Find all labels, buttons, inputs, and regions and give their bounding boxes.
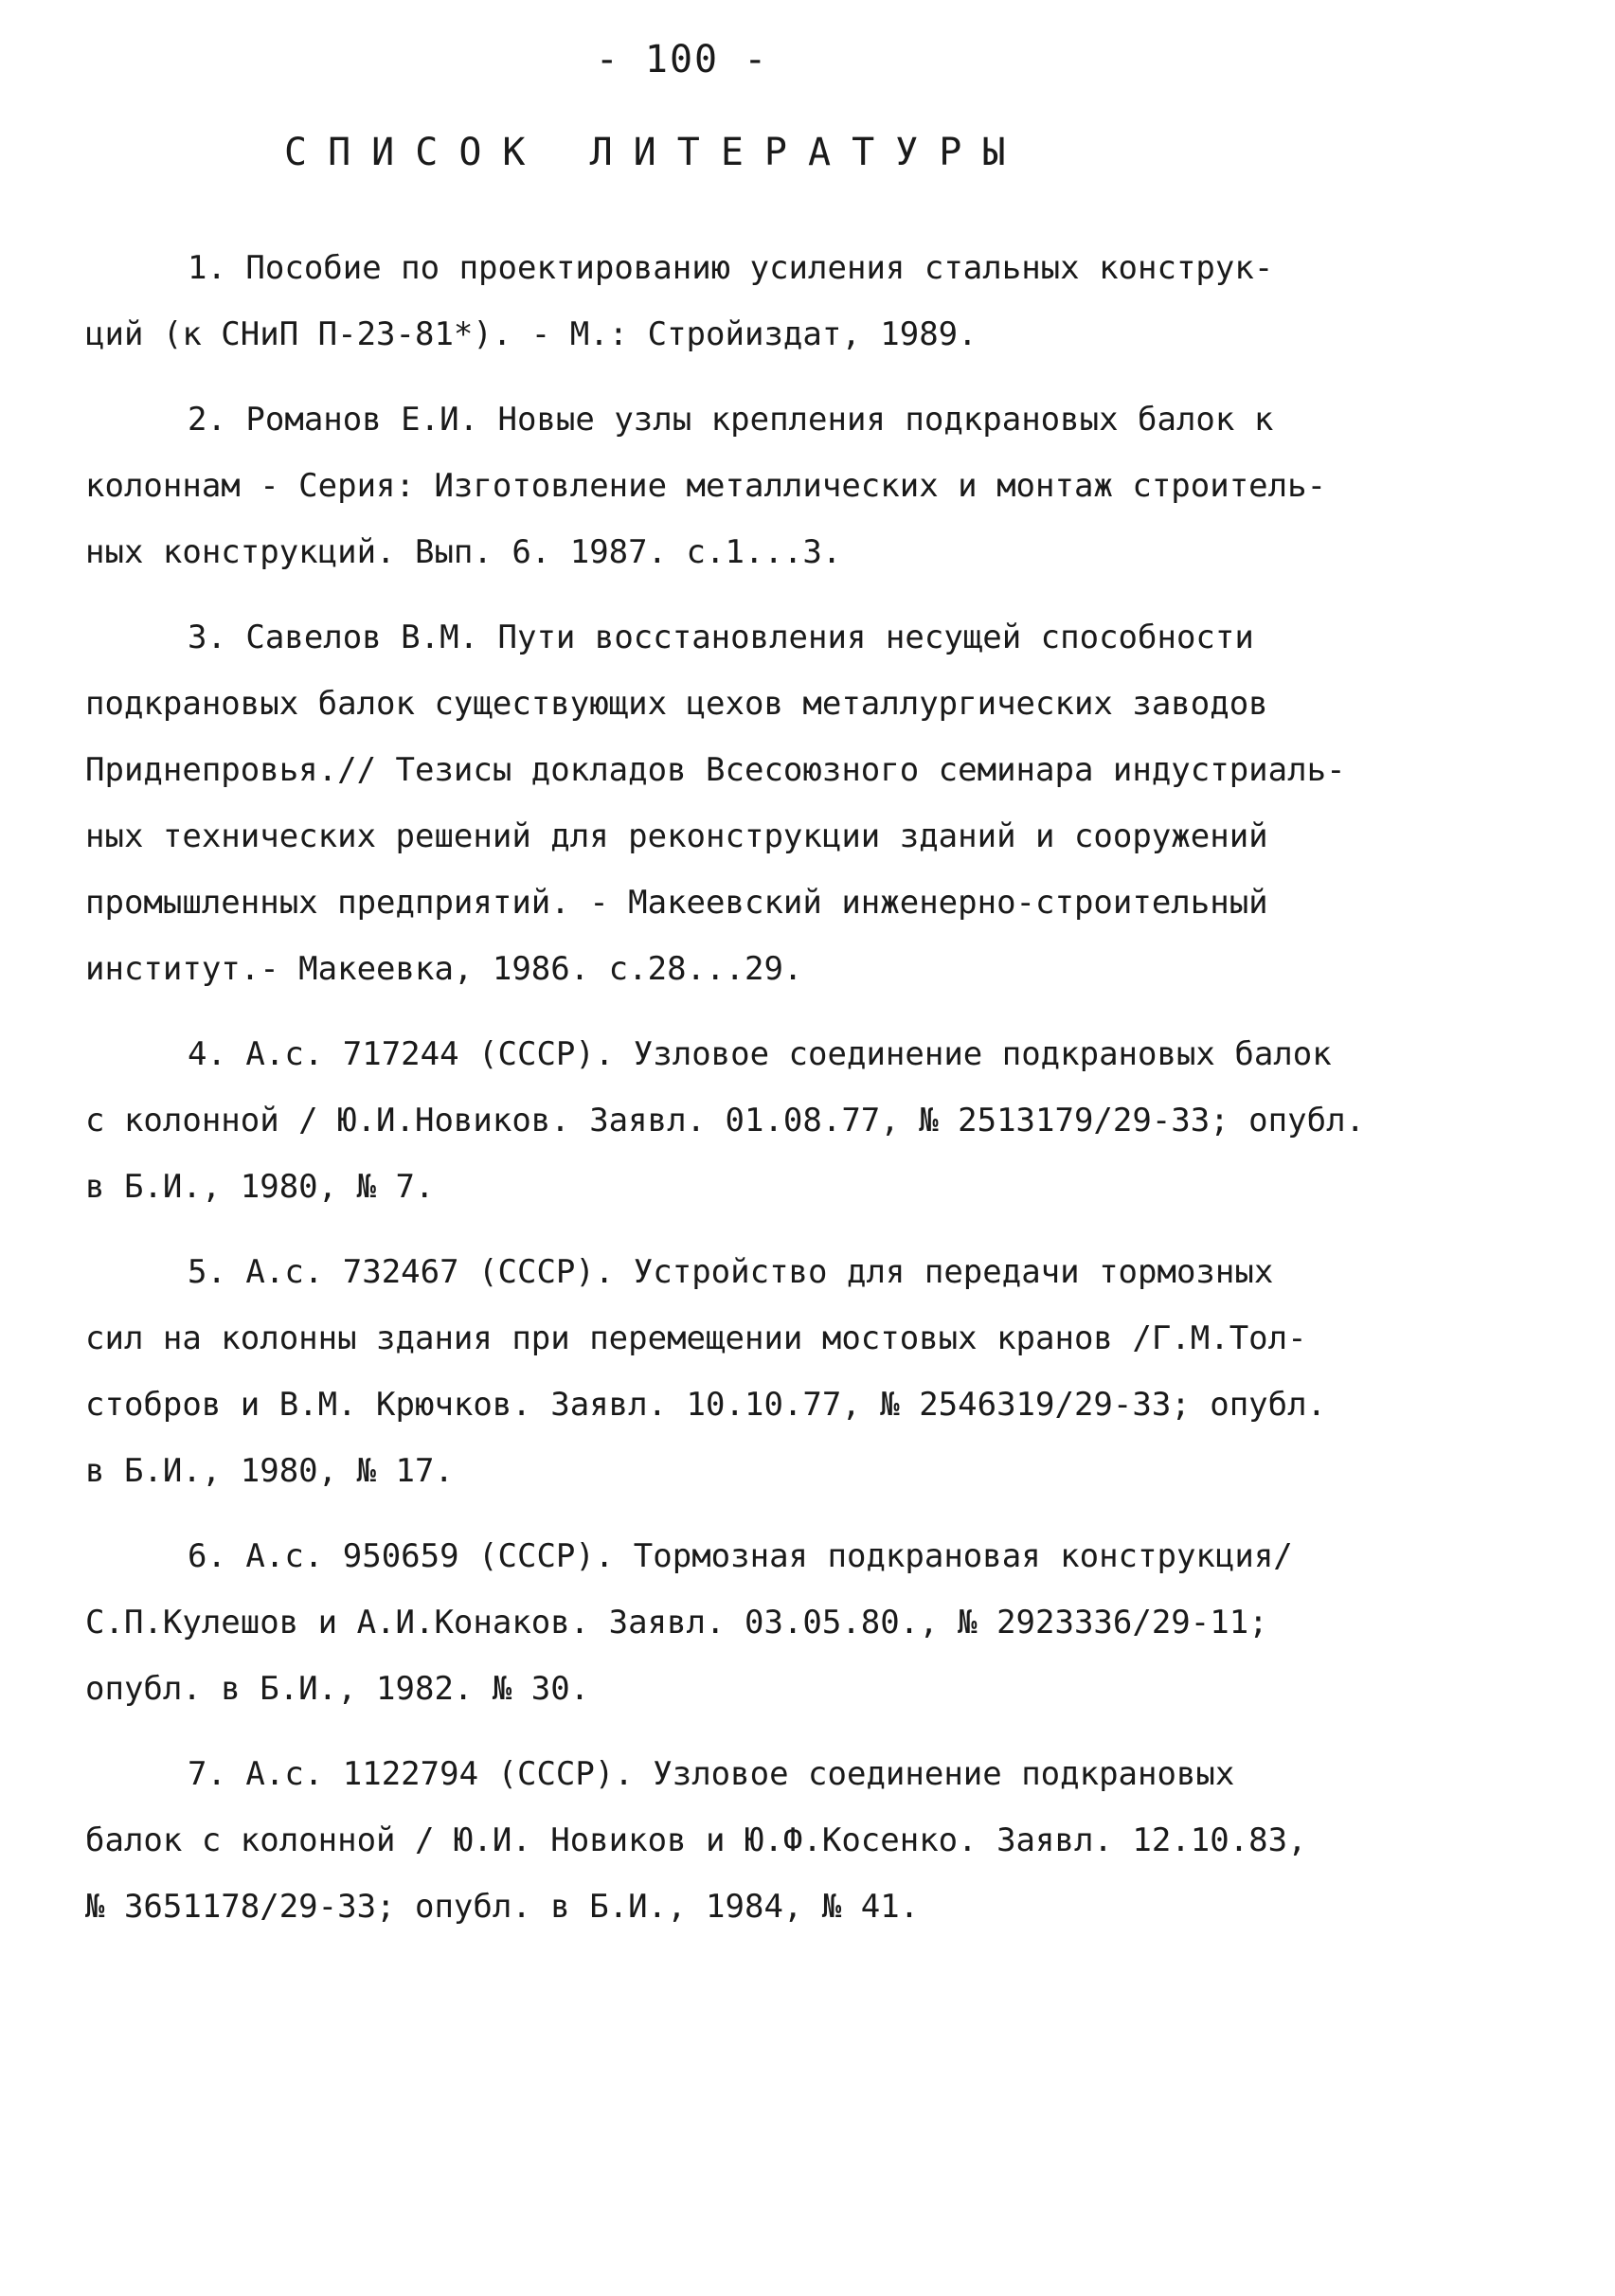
reference-line: ных технических решений для реконструкции зданий и сооружений: [85, 817, 1268, 855]
reference-item-5: [85, 1239, 1478, 1504]
reference-line: колоннам - Серия: Изготовление металлических и монтаж строитель-: [85, 467, 1327, 505]
reference-line: 3. Савелов В.М. Пути восстановления несущей способности: [188, 619, 1254, 656]
reference-line: 7. А.с. 1122794 (СССР). Узловое соединение подкрановых: [188, 1755, 1235, 1793]
reference-line: ных конструкций. Вып. 6. 1987. с.1...3.: [85, 533, 842, 571]
reference-line: балок с колонной / Ю.И. Новиков и Ю.Ф.Косенко. Заявл. 12.10.83,: [85, 1821, 1307, 1859]
reference-item-4: [85, 1021, 1478, 1220]
reference-line: сил на колонны здания при перемещении мостовых кранов /Г.М.Тол-: [85, 1319, 1307, 1357]
bibliography-title: СПИСОК ЛИТЕРАТУРЫ: [284, 131, 1027, 174]
reference-item-1: [85, 235, 1478, 368]
reference-line: в Б.И., 1980, № 17.: [85, 1452, 454, 1490]
reference-line: № 3651178/29-33; опубл. в Б.И., 1984, № 41.: [85, 1888, 920, 1926]
reference-line: в Б.И., 1980, № 7.: [85, 1168, 435, 1206]
reference-line: 6. А.с. 950659 (СССР). Тормозная подкрановая конструкция/: [188, 1537, 1293, 1575]
reference-line: 1. Пособие по проектированию усиления стальных конструк-: [188, 249, 1274, 287]
reference-line: институт.- Макеевка, 1986. с.28...29.: [85, 950, 803, 988]
reference-line: С.П.Кулешов и А.И.Конаков. Заявл. 03.05.80., № 2923336/29-11;: [85, 1604, 1268, 1641]
reference-line: 4. А.с. 717244 (СССР). Узловое соединение подкрановых балок: [188, 1035, 1332, 1073]
reference-line: 5. А.с. 732467 (СССР). Устройство для передачи тормозных: [188, 1253, 1274, 1291]
reference-line: стобров и В.М. Крючков. Заявл. 10.10.77, № 2546319/29-33; опубл.: [85, 1386, 1327, 1424]
reference-line: опубл. в Б.И., 1982. № 30.: [85, 1670, 590, 1708]
reference-list: [85, 235, 1478, 1959]
reference-item-3: [85, 604, 1478, 1002]
reference-line: 2. Романов Е.И. Новые узлы крепления подкрановых балок к: [188, 401, 1274, 439]
reference-line: Приднепровья.// Тезисы докладов Всесоюзного семинара индустриаль-: [85, 751, 1346, 789]
reference-item-7: [85, 1741, 1478, 1940]
page-number: - 100 -: [595, 38, 769, 81]
reference-line: промышленных предприятий. - Макеевский инженерно-строительный: [85, 884, 1268, 922]
reference-line: ций (к СНиП П-23-81*). - М.: Стройиздат, 1989.: [85, 315, 978, 353]
reference-line: с колонной / Ю.И.Новиков. Заявл. 01.08.77, № 2513179/29-33; опубл.: [85, 1102, 1366, 1139]
reference-line: подкрановых балок существующих цехов металлургических заводов: [85, 685, 1268, 723]
reference-item-2: [85, 386, 1478, 585]
reference-item-6: [85, 1523, 1478, 1722]
